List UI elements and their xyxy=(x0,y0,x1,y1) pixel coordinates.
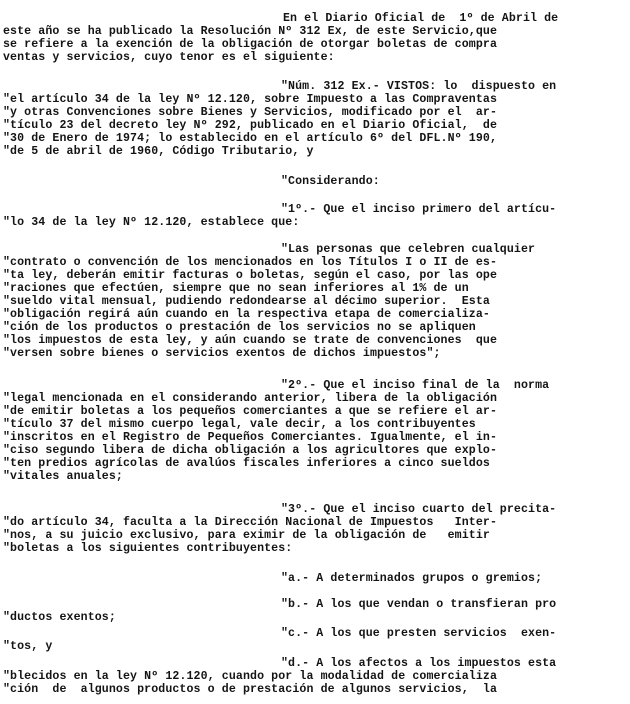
text-line: este año se ha publicado la Resolución Nº 312 Ex, de este Servicio,que xyxy=(3,25,498,38)
text-line: "vitales anuales; xyxy=(3,470,123,483)
text-line: "1º.- Que el inciso primero del artícu- xyxy=(281,203,557,216)
text-line: "de 5 de abril de 1960, Código Tributario, y xyxy=(3,145,314,158)
text-line: "legal mencionada en el considerando anterior, libera de la obligación xyxy=(3,392,498,405)
text-line: "d.- A los afectos a los impuestos esta xyxy=(281,657,557,670)
text-line: "c.- A los que presten servicios exen- xyxy=(281,627,557,640)
text-line: "los impuestos de esta ley, y aún cuando se trate de convenciones que xyxy=(3,334,498,347)
text-line: "y otras Convenciones sobre Bienes y Servicios, modificado por el ar- xyxy=(3,106,498,119)
text-line: "3º.- Que el inciso cuarto del precita- xyxy=(281,503,557,516)
text-line: "raciones que efectúen, siempre que no sean inferiores al 1% de un xyxy=(3,282,469,295)
text-line: "blecidos en la ley Nº 12.120, cuando por la modalidad de comercializa xyxy=(3,670,498,683)
text-line: "ta ley, deberán emitir facturas o boletas, según el caso, por las ope xyxy=(3,269,498,282)
text-line: "boletas a los siguientes contribuyentes: xyxy=(3,542,293,555)
text-line: "de emitir boletas a los pequeños comerciantes a que se refiere el ar- xyxy=(3,405,498,418)
text-line: "tos, y xyxy=(3,640,53,653)
text-line: "el artículo 34 de la ley Nº 12.120, sobre Impuesto a las Compraventas xyxy=(3,93,498,106)
text-line: "nos, a su juicio exclusivo, para eximir de la obligación de emitir xyxy=(3,529,490,542)
text-line: "ten predios agrícolas de avalúos fiscales inferiores a cinco sueldos xyxy=(3,457,490,470)
text-line: "do artículo 34, faculta a la Dirección Nacional de Impuestos Inter- xyxy=(3,516,498,529)
text-line: "lo 34 de la ley Nº 12.120, establece que: xyxy=(3,216,300,229)
text-line: ventas y servicios, cuyo tenor es el siguiente: xyxy=(3,51,335,64)
text-line: "Las personas que celebren cualquier xyxy=(281,243,536,256)
text-line: "ción de los productos o prestación de los servicios no se apliquen xyxy=(3,321,476,334)
text-line: En el Diario Oficial de 1º de Abril de xyxy=(283,12,559,25)
text-line: "obligación regirá aún cuando en la respectiva etapa de comercializa- xyxy=(3,308,490,321)
text-line: "a.- A determinados grupos o gremios; xyxy=(281,572,543,585)
text-line: "2º.- Que el inciso final de la norma xyxy=(281,379,550,392)
text-line: "ductos exentos; xyxy=(3,611,116,624)
text-line: "tículo 23 del decreto ley Nº 292, publicado en el Diario Oficial, de xyxy=(3,119,498,132)
text-line: "sueldo vital mensual, pudiendo redondearse al décimo superior. Esta xyxy=(3,295,490,308)
text-line: "b.- A los que vendan o transfieran pro xyxy=(281,598,557,611)
text-line: se refiere a la exención de la obligación de otorgar boletas de compra xyxy=(3,38,498,51)
text-line: "30 de Enero de 1974; lo establecido en el artículo 6º del DFL.Nº 190, xyxy=(3,132,498,145)
text-line: "inscritos en el Registro de Pequeños Comerciantes. Igualmente, el in- xyxy=(3,431,498,444)
text-line: "contrato o convención de los mencionados en los Títulos I o II de es- xyxy=(3,256,498,269)
text-line: "versen sobre bienes o servicios exentos de dichos impuestos"; xyxy=(3,347,441,360)
text-line: "ciso segundo libera de dicha obligación a los agricultores que explo- xyxy=(3,444,498,457)
text-line: "tículo 37 del mismo cuerpo legal, vale decir, a los contribuyentes xyxy=(3,418,476,431)
text-line: "Considerando: xyxy=(281,175,380,188)
text-line: "ción de algunos productos o de prestación de algunos servicios, la xyxy=(3,683,498,696)
text-line: "Núm. 312 Ex.- VISTOS: lo dispuesto en xyxy=(281,80,557,93)
